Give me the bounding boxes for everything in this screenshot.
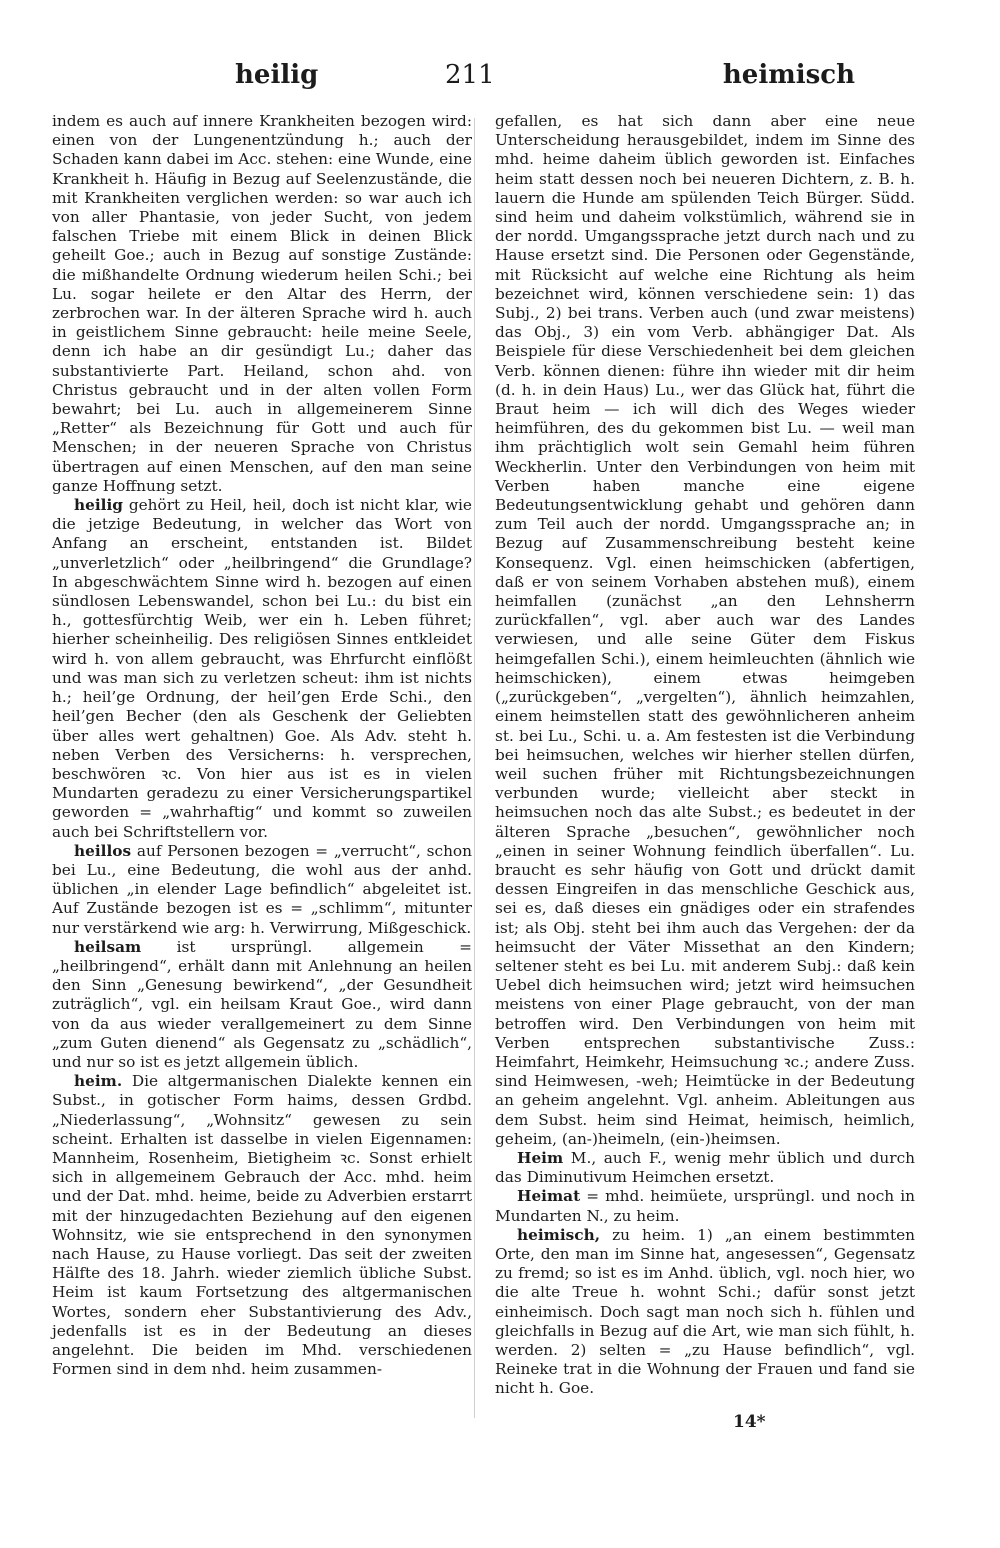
column-divider bbox=[474, 118, 475, 1418]
entry-heim bbox=[52, 1072, 472, 1379]
entry-heilig bbox=[52, 496, 472, 842]
left-column bbox=[52, 112, 472, 1379]
headword: heilsam bbox=[74, 937, 142, 956]
entry-heilsam bbox=[52, 938, 472, 1072]
entry-continuation: indem es auch auf innere Krankheiten bezogen wird: einen von der Lungenentzündung h.; auch der Schaden kann dabei im Acc. stehen: eine Wunde, eine Krankheit h. Häufig in Bezug auf Seelenzustände, die mit Krankheiten verglichen werden: so war auch ich von aller Phantasie, von jeder Sucht, von jedem falschen Triebe mit einem Blick in deinen Blick geheilt Goe.; auch in Bezug auf sonstige Zustände: die mißhandelte Ordnung wiederum heilen Schi.; bei Lu. sogar heilete er den Altar des Herrn, der zerbrochen war. In der älteren Sprache wird h. auch in geistlichem Sinne gebraucht: heile meine Seele, denn ich habe an dir gesündigt Lu.; daher das substantivierte Part. Heiland, schon ahd. von Christus gebraucht und in der alten vollen Form bewahrt; bei Lu. auch in allgemeinerem Sinne „Retter“ als Bezeichnung für Gott und auch für Menschen; in der neueren Sprache von Christus übertragen auf einen Menschen, auf den man seine ganze Hoffnung setzt. bbox=[52, 112, 472, 495]
entry-text: = mhd. heimüete, ursprüngl. und noch in Mundarten N., zu heim. bbox=[495, 1187, 915, 1225]
headword: Heim bbox=[517, 1148, 564, 1167]
running-header bbox=[55, 60, 915, 96]
headword: heim. bbox=[74, 1072, 123, 1091]
header-left-keyword: heilig bbox=[235, 60, 319, 90]
headword: Heimat bbox=[517, 1187, 581, 1206]
entry-continuation: gefallen, es hat sich dann aber eine neue Unterscheidung herausgebildet, indem im Sinne des mhd. heime daheim üblich geworden ist. Einfaches heim statt dessen noch bei neueren Dichtern, z. B. h. lauern die Hunde am spülenden Teich Bürger. Südd. sind heim und daheim volkstümlich, während sie in der nordd. Umgangssprache jetzt durch nach und zu Hause ersetzt sind. Die Personen oder Gegenstände, mit Rücksicht auf welche eine Richtung als heim bezeichnet wird, können verschiedene sein: 1) das Subj., 2) bei trans. Verben auch (und zwar meistens) das Obj., 3) ein vom Verb. abhängiger Dat. Als Beispiele für diese Verschiedenheit bei dem gleichen Verb. können dienen: führe ihn wieder mit dir heim (d. h. in dein Haus) Lu., wer das Glück hat, führt die Braut heim — ich will dich des Weges wieder heimführen, des du gekommen bist Lu. — weil man ihm prächtiglich wolt sein Gemahl heim führen Weckherlin. Unter den Verbindungen von heim mit Verben haben manche eine eigene Bedeutungsentwicklung gehabt und gehören dann zum Teil auch der nordd. Umgangssprache an; in Bezug auf Zusammenschreibung besteht keine Konsequenz. Vgl. einen heimschicken (abfertigen, daß er von seinem Vorhaben abstehen muß), einem heimfallen (zunächst „an den Lehnsherrn zurückfallen“, vgl. aber auch war des Landes verwiesen, und alle seine Güter dem Fiskus heimgefallen Schi.), einem heimleuchten (ähnlich wie heimschicken), einem etwas heimgeben („zurückgeben“, „vergelten“), ähnlich heimzahlen, einem heimstellen statt des gewöhnlicheren anheim st. bei Lu., Schi. u. a. Am festesten ist die Verbindung bei heimsuchen, welches wir hierher stellen dürfen, weil suchen früher mit Richtungsbezeichnungen verbunden wurde; vielleicht aber steckt in heimsuchen noch das alte Subst.; es bedeutet in der älteren Sprache „besuchen“, gewöhnlicher noch „einen in seiner Wohnung feindlich überfallen“. Lu. braucht es sehr häufig von Gott und drückt damit dessen Eingreifen in das menschliche Geschick aus, sei es, daß dieses ein gnädiges oder ein strafendes ist; als Obj. steht bei ihm auch das Vergehen: der da heimsucht der Väter Missethat an den Kindern; seltener steht es bei Lu. mit anderem Subj.: daß kein Uebel dich heimsuchen wird; jetzt wird heimsuchen meistens von einer Plage gebraucht, von der man betroffen wird. Den Verbindungen von heim mit Verben entsprechen substantivische Zuss.: Heimfahrt, Heimkehr, Heimsuchung ꝛc.; andere Zuss. sind Heimwesen, -weh; Heimtücke in der Bedeutung an geheim angelehnt. Vgl. anheim. Ableitungen aus dem Subst. heim sind Heimat, heimisch, heimlich, geheim, (an-)heimeln, (ein-)heimsen. bbox=[495, 112, 915, 1148]
entry-text: auf Personen bezogen = „verrucht“, schon bei Lu., eine Bedeutung, die wohl aus der anhd. üblichen „in elender Lage befindlich“ abgeleitet ist. Auf Zustände bezogen ist es = „schlimm“, mitunter nur verstärkend wie arg: h. Verwirrung, Mißgeschick. bbox=[52, 841, 472, 937]
entry-text: gehört zu Heil, heil, doch ist nicht klar, wie die jetzige Bedeutung, in welcher das Wort von Anfang an erscheint, entstanden ist. Bildet „unverletzlich“ oder „heilbringend“ die Grundlage? In abgeschwächtem Sinne wird h. bezogen auf einen sündlosen Lebenswandel, schon bei Lu.: du bist ein h., gottesfürchtig Weib, wer ein h. Leben führet; hierher scheinheilig. Des religiösen Sinnes entkleidet wird h. von allem gebraucht, was Ehrfurcht einflößt und was man sich zu verletzen scheut: ihm ist nichts h.; heil’ge Ordnung, der heil’gen Erde Schi., den heil’gen Becher (den als Geschenk der Geliebten über alles wert gehaltnen) Goe. Als Adv. steht h. neben Verben des Versicherns: h. versprechen, beschwören ꝛc. Von hier aus ist es in vielen Mundarten geradezu zu einer Versicherungspartikel geworden = „wahrhaftig“ und kommt so zuweilen auch bei Schriftstellern vor. bbox=[52, 496, 472, 841]
entry-text: Die altgermanischen Dialekte kennen ein Subst., in gotischer Form haims, dessen Grdbd. „Niederlassung“, „Wohnsitz“ gewesen zu sein scheint. Erhalten ist dasselbe in vielen Eigennamen: Mannheim, Rosenheim, Bietigheim ꝛc. Sonst erhielt sich in allgemeinem Gebrauch der Acc. mhd. heim und der Dat. mhd. heime, beide zu Adverbien erstarrt mit der hinzugedachten Beziehung auf den eigenen Wohnsitz, wie sie entsprechend in den synonymen nach Hause, zu Hause vorliegt. Das seit der zweiten Hälfte des 18. Jahrh. wieder ziemlich übliche Subst. Heim ist kaum Fortsetzung des altgermanischen Wortes, sondern eher Substantivierung des Adv., jedenfalls ist es in der Bedeutung an dieses angelehnt. Die beiden im Mhd. verschiedenen Formen sind in dem nhd. heim zusammen- bbox=[52, 1072, 472, 1379]
entry-text: zu heim. 1) „an einem bestimmten Orte, den man im Sinne hat, angesessen“, Gegensatz zu fremd; so ist es im Anhd. üblich, vgl. noch hier, wo die alte Treue h. wohnt Schi.; dafür sonst jetzt einheimisch. Doch sagt man noch sich h. fühlen und gleichfalls in Bezug auf die Art, wie man sich fühlt, h. werden. 2) selten = „zu Hause befindlich“, vgl. Reineke trat in die Wohnung der Frauen und fand sie nicht h. Goe. bbox=[495, 1225, 915, 1398]
entry-heimat bbox=[495, 1187, 915, 1225]
headword: heillos bbox=[74, 841, 132, 860]
entry-heim-noun bbox=[495, 1149, 915, 1187]
headword: heilig bbox=[74, 496, 123, 515]
signature-mark: 14* bbox=[733, 1412, 766, 1432]
entry-heimisch bbox=[495, 1226, 915, 1399]
right-column bbox=[495, 112, 915, 1399]
entry-heillos bbox=[52, 842, 472, 938]
entry-text: M., auch F., wenig mehr üblich und durch das Diminutivum Heimchen ersetzt. bbox=[495, 1148, 915, 1187]
entry-text: ist ursprüngl. allgemein = „heilbringend“, erhält dann mit Anlehnung an heilen den Sinn „Genesung bewirkend“, „der Gesundheit zuträglich“, vgl. ein heilsam Kraut Goe., wird dann von da aus wieder verallgemeinert zu dem Sinne „zum Guten dienend“ als Gegensatz zu „schädlich“, und nur so ist es jetzt allgemein üblich. bbox=[52, 937, 472, 1071]
headword: heimisch, bbox=[517, 1225, 601, 1244]
header-right-keyword: heimisch bbox=[722, 60, 855, 90]
page-number: 211 bbox=[445, 60, 495, 90]
